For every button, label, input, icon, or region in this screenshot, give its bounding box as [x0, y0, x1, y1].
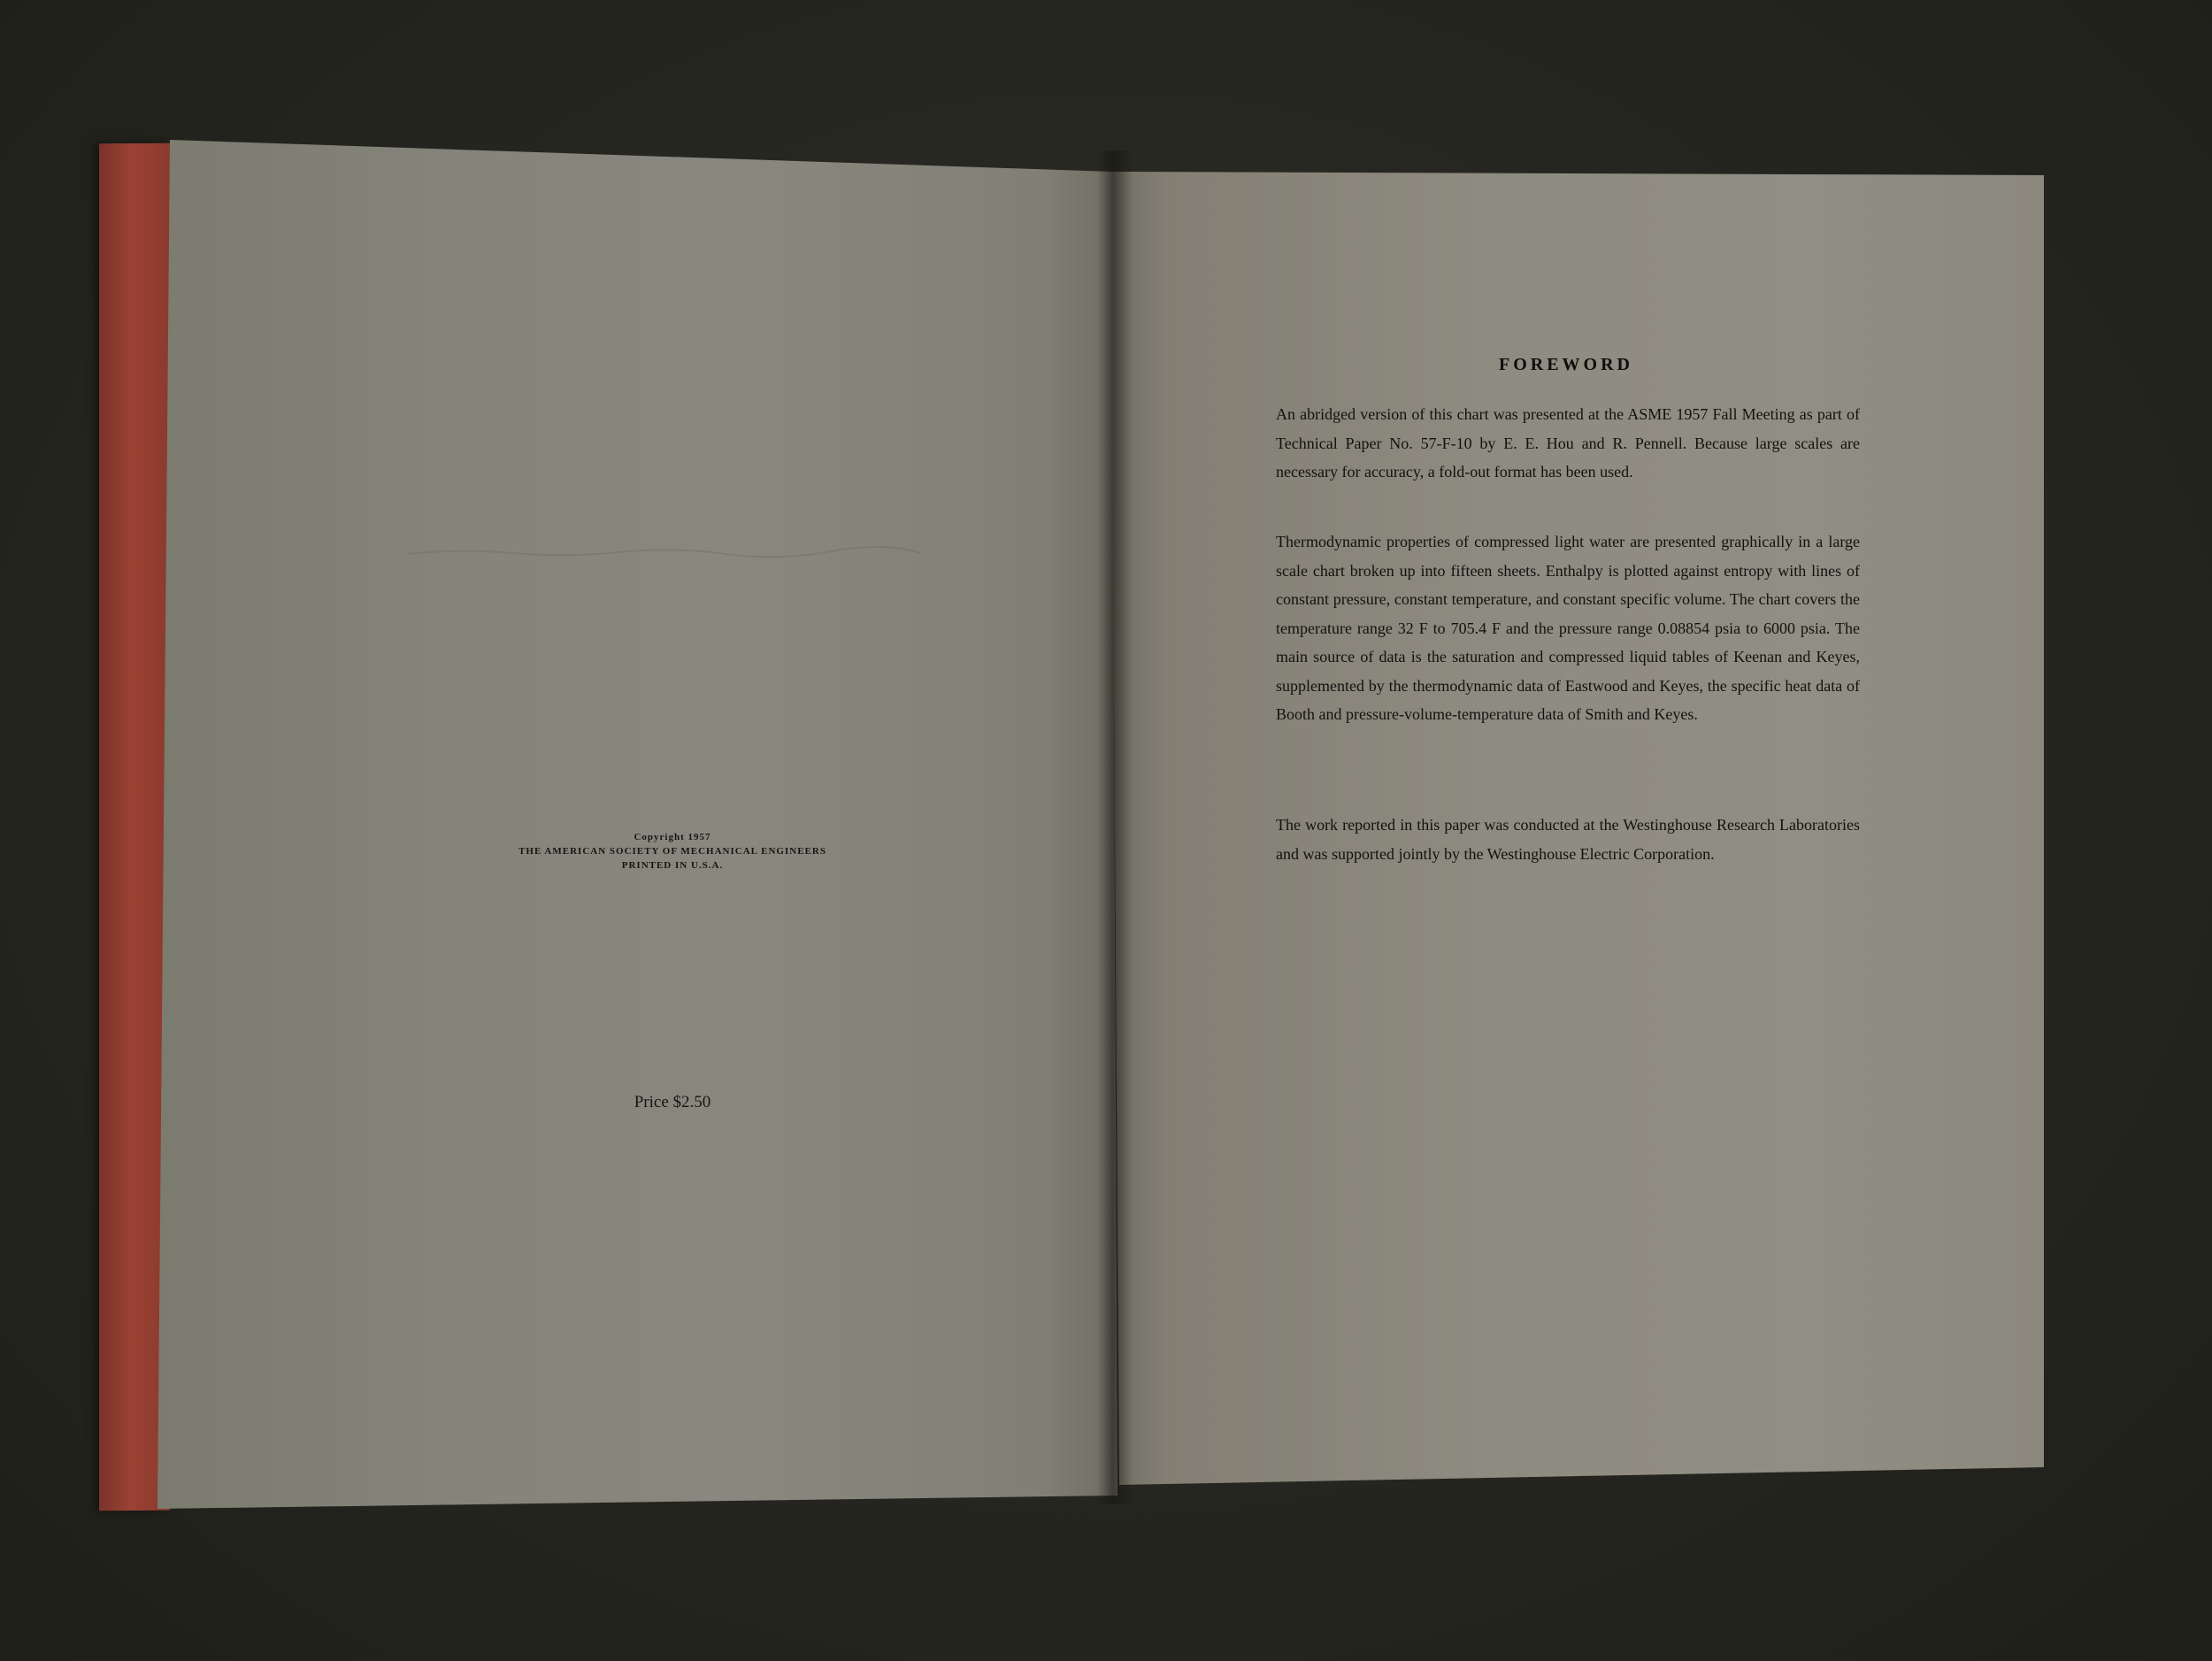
left-page — [157, 133, 1118, 1509]
book-cover-edge — [99, 143, 170, 1511]
foreword-paragraph-1: An abridged version of this chart was presented at the ASME 1957 Fall Meeting as part of Technical Paper No. 57-F-10 by E. E. Hou and R. Pennell. Because large scales are necessary for accuracy, a fold-out format has been used. — [1276, 405, 1860, 481]
price-label: Price $2.50 — [634, 1093, 711, 1111]
foreword-paragraph-2: Thermodynamic properties of compressed light water are presented graphically in a large scale chart broken up into fifteen sheets. Enthalpy is plotted against entropy with lines of constant pressure, constant temperature, and constant specific volume. The chart covers the temperature range 32 F to 705.4 F and the pressure range 0.08854 psia to 6000 psia. The main source of data is the saturation and compressed liquid tables of Keenan and Keyes, supplemented by the thermodynamic data of Eastwood and Keyes, the specific heat data of Booth and pressure-volume-temperature data of Smith and Keyes. — [1276, 533, 1860, 723]
copyright-year-line: Copyright 1957 — [634, 832, 711, 842]
book-gutter — [1097, 150, 1133, 1504]
faint-show-through-marks — [407, 542, 920, 563]
copyright-notice — [460, 830, 885, 873]
foreword-heading: FOREWORD — [1499, 355, 1633, 374]
foreword-paragraph-3: The work reported in this paper was conducted at the Westinghouse Research Laboratories and was supported jointly by the Westinghouse Electric Corporation. — [1276, 816, 1860, 863]
copyright-printed-line: PRINTED IN U.S.A. — [621, 860, 724, 871]
copyright-publisher-line: THE AMERICAN SOCIETY OF MECHANICAL ENGINEERS — [518, 846, 826, 857]
